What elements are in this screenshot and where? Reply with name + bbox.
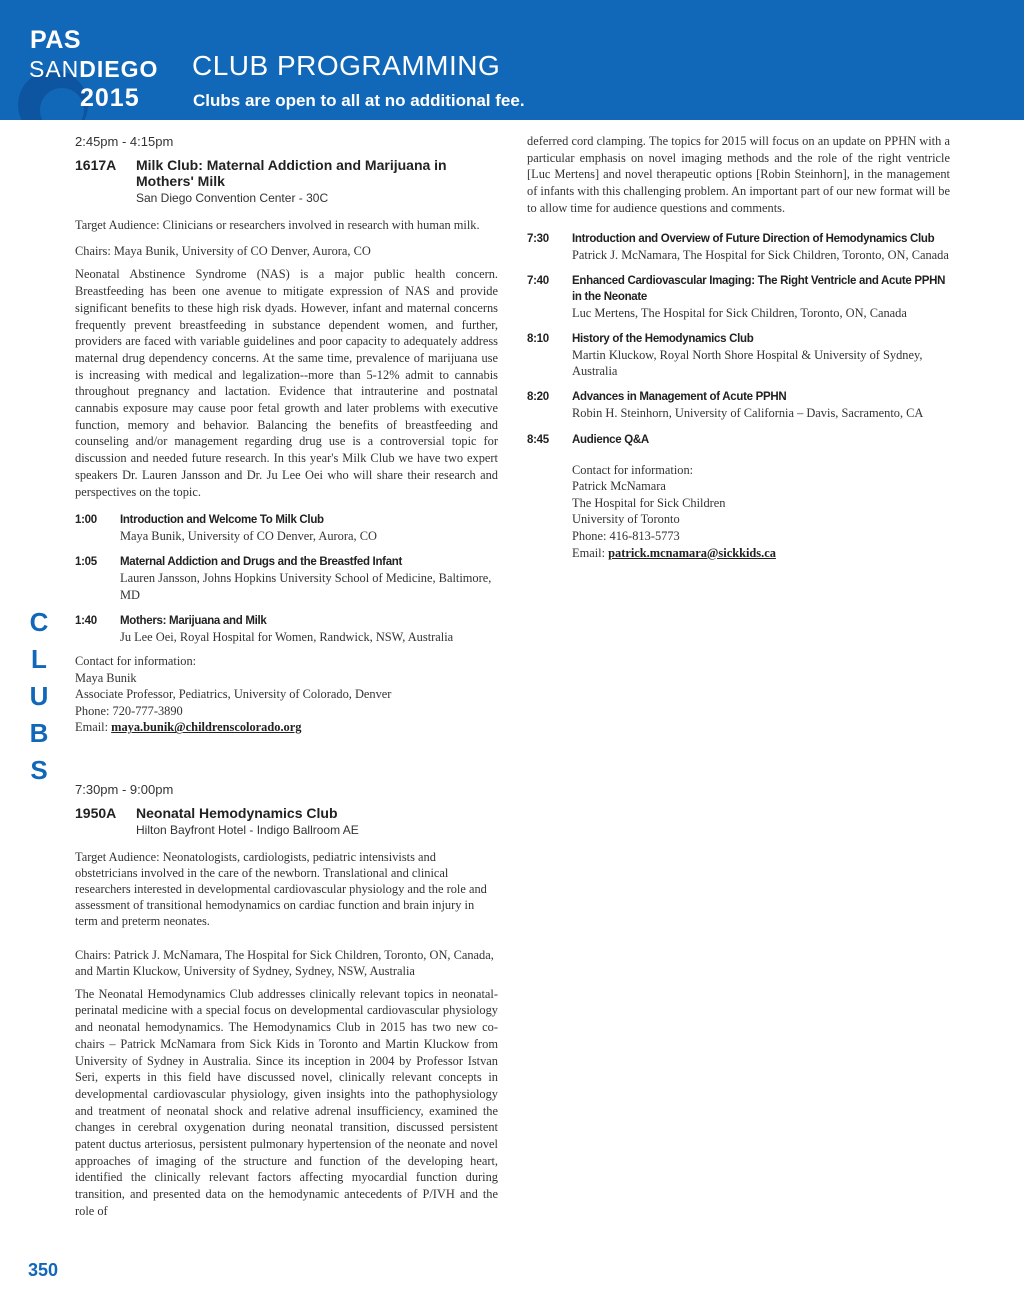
side-tab-letter: U	[29, 681, 49, 711]
session-code: 1617A	[75, 157, 117, 173]
session-description: The Neonatal Hemodynamics Club addresses clinically relevant topics in neonatal-perinatal medicine with a special focus on developmental cardiovascular physiology and neonatal hemodynamics. The Hemodynamics Club in 2015 has two new co-chairs – Patrick McNamara from Sick Kids in Toronto and Martin Kluckow from University of Sydney in Australia. Since its inception in 2004 by Professor Istvan Seri, experts in this field have discussed novel, clinically relevant concepts in developmental cardiovascular physiology, given insights into the pathophysiology and treatment of neonatal shock and relative adrenal insufficiency, examined the changes in cerebral oxygenation during neonatal transition, discussed persistent patent ductus arteriosus, persistent pulmonary hypertension of the neonate and novel approaches of imaging of the structure and function of the developing heart, identified the clinically relevant factors affecting myocardial function during transition, and presented data on the hemodynamic antecedents of P/IVH and the role of	[75, 986, 498, 1218]
side-tab-letter: L	[31, 644, 47, 674]
session-time: 2:45pm - 4:15pm	[75, 134, 174, 149]
session-venue: San Diego Convention Center - 30C	[136, 191, 329, 205]
logo-san: SAN	[29, 56, 80, 82]
schedule-speaker: Maya Bunik, University of CO Denver, Aurora, CO	[120, 529, 377, 544]
session-description-continued: deferred cord clamping. The topics for 2015 will focus on an update on PPHN with a particular emphasis on novel imaging methods and the role of the right ventricle [Luc Mertens] and novel therapeutic options [Robin Steinhorn], in the management of infants with this challenging problem. An important part of our new format will be to allow time for audience questions and comments.	[527, 134, 950, 215]
schedule-time: 8:20	[527, 391, 549, 404]
contact-email-link[interactable]: maya.bunik@childrenscolorado.org	[111, 720, 302, 735]
schedule-time: 1:05	[75, 556, 97, 569]
session-venue: Hilton Bayfront Hotel - Indigo Ballroom AE	[136, 823, 359, 838]
session-schedule	[527, 231, 950, 448]
session-schedule	[75, 512, 498, 645]
side-tab-letter: B	[29, 718, 49, 748]
target-audience: Target Audience: Neonatologists, cardiologists, pediatric intensivists and obstetricians involved in the care of the newborn. Translational and clinical researchers interested in developmental cardiovascular physiology and the role and assessment of transitional hemodynamics on cardiac function and brain injury in term and preterm neonates.	[75, 850, 487, 929]
contact-title: Associate Professor, Pediatrics, University of Colorado, Denver	[75, 687, 392, 702]
contact-email-link[interactable]: patrick.mcnamara@sickkids.ca	[608, 545, 776, 560]
side-tab-letter: S	[30, 755, 48, 785]
schedule-title: Introduction and Overview of Future Direction of Hemodynamics Club	[572, 232, 935, 245]
left-column	[75, 130, 498, 1220]
contact-phone: Phone: 416-813-5773	[572, 528, 680, 543]
contact-email-label: Email:	[75, 720, 112, 735]
session-heading	[75, 805, 498, 838]
session-code: 1950A	[75, 805, 117, 822]
contact-email-label: Email:	[572, 545, 609, 560]
schedule-speaker: Ju Lee Oei, Royal Hospital for Women, Randwick, NSW, Australia	[120, 629, 454, 644]
page-number: 350	[28, 1260, 59, 1280]
contact-label: Contact for information:	[572, 462, 694, 477]
schedule-time: 1:00	[75, 514, 97, 527]
schedule-item	[527, 273, 950, 321]
section-side-tab	[24, 604, 54, 789]
contact-organization: The Hospital for Sick Children	[572, 495, 726, 510]
schedule-item	[527, 331, 950, 379]
schedule-item	[75, 554, 498, 602]
schedule-item	[527, 231, 950, 263]
schedule-title: Maternal Addiction and Drugs and the Breastfed Infant	[120, 556, 403, 569]
contact-phone: Phone: 720-777-3890	[75, 703, 183, 718]
schedule-title: Audience Q&A	[572, 433, 649, 446]
schedule-time: 8:10	[527, 332, 549, 345]
schedule-time: 7:30	[527, 232, 549, 245]
right-column	[527, 130, 950, 561]
contact-block	[572, 462, 950, 562]
contact-block	[75, 653, 498, 736]
page-subtitle: Clubs are open to all at no additional fee.	[193, 91, 525, 110]
schedule-item	[75, 512, 498, 544]
logo-pas: PAS	[30, 26, 82, 54]
session-time: 7:30pm - 9:00pm	[75, 782, 174, 798]
session-title: Milk Club: Maternal Addiction and Marijuana in Mothers' Milk	[136, 157, 447, 189]
schedule-time: 1:40	[75, 614, 97, 627]
schedule-speaker: Robin H. Steinhorn, University of California – Davis, Sacramento, CA	[572, 406, 924, 421]
contact-university: University of Toronto	[572, 512, 680, 527]
schedule-speaker: Martin Kluckow, Royal North Shore Hospital & University of Sydney, Australia	[572, 347, 923, 379]
side-tab-letter: C	[29, 607, 49, 637]
logo-diego: DIEGO	[79, 56, 159, 82]
session-hemodynamics-club	[75, 782, 498, 1220]
schedule-speaker: Luc Mertens, The Hospital for Sick Children, Toronto, ON, Canada	[572, 305, 907, 320]
target-audience: Target Audience: Clinicians or researchers involved in research with human milk.	[75, 218, 480, 232]
schedule-speaker: Lauren Jansson, Johns Hopkins University School of Medicine, Baltimore, MD	[120, 571, 492, 602]
logo-year: 2015	[80, 84, 140, 112]
logo-city	[29, 56, 158, 83]
schedule-title: Advances in Management of Acute PPHN	[572, 391, 787, 404]
session-heading	[75, 157, 498, 206]
schedule-time: 7:40	[527, 274, 549, 287]
schedule-title: Introduction and Welcome To Milk Club	[120, 514, 324, 527]
page-title: CLUB PROGRAMMING	[192, 50, 501, 81]
schedule-time: 8:45	[527, 433, 549, 446]
contact-name: Maya Bunik	[75, 670, 137, 685]
page-header	[0, 0, 1024, 120]
schedule-title: Mothers: Marijuana and Milk	[120, 614, 267, 627]
schedule-item	[527, 432, 950, 448]
schedule-title: Enhanced Cardiovascular Imaging: The Right Ventricle and Acute PPHN in the Neonate	[572, 274, 946, 303]
session-milk-club	[75, 134, 498, 736]
schedule-item	[527, 389, 950, 421]
schedule-speaker: Patrick J. McNamara, The Hospital for Sick Children, Toronto, ON, Canada	[572, 247, 949, 262]
session-chairs: Chairs: Maya Bunik, University of CO Denver, Aurora, CO	[75, 243, 371, 258]
schedule-item	[75, 613, 498, 645]
contact-name: Patrick McNamara	[572, 479, 666, 494]
session-title: Neonatal Hemodynamics Club	[136, 805, 338, 822]
schedule-title: History of the Hemodynamics Club	[572, 332, 754, 345]
contact-label: Contact for information:	[75, 654, 197, 669]
session-chairs: Chairs: Patrick J. McNamara, The Hospital for Sick Children, Toronto, ON, Canada, and Martin Kluckow, University of Sydney, Sydney, NSW, Australia	[75, 947, 494, 978]
session-description: Neonatal Abstinence Syndrome (NAS) is a major public health concern. Breastfeeding has been one avenue to mitigate expression of NAS and provide significant benefits to these high risk dyads. However, infant and maternal concerns frequently prevent breastfeeding in substance dependent women, and further, providers are faced with variable guidelines and poor capacity to adequately address maternal drug dependency concerns. At the same time, prevalence of marijuana use is increasing with medical and legalization--more than 5-12% admit to cannabis throughout pregnancy and lactation. Evidence that intrauterine and postnatal cannabis exposure may cause poor fetal growth and later problems with executive function, memory and behavior. Balancing the benefits of breastfeeding and counseling and/or management regarding drug use is a controversial topic for discussion and needed future research. In this year's Milk Club we have two expert speakers Dr. Lauren Jansson and Dr. Ju Lee Oei who will share their research and perspectives on the topic.	[75, 267, 498, 499]
